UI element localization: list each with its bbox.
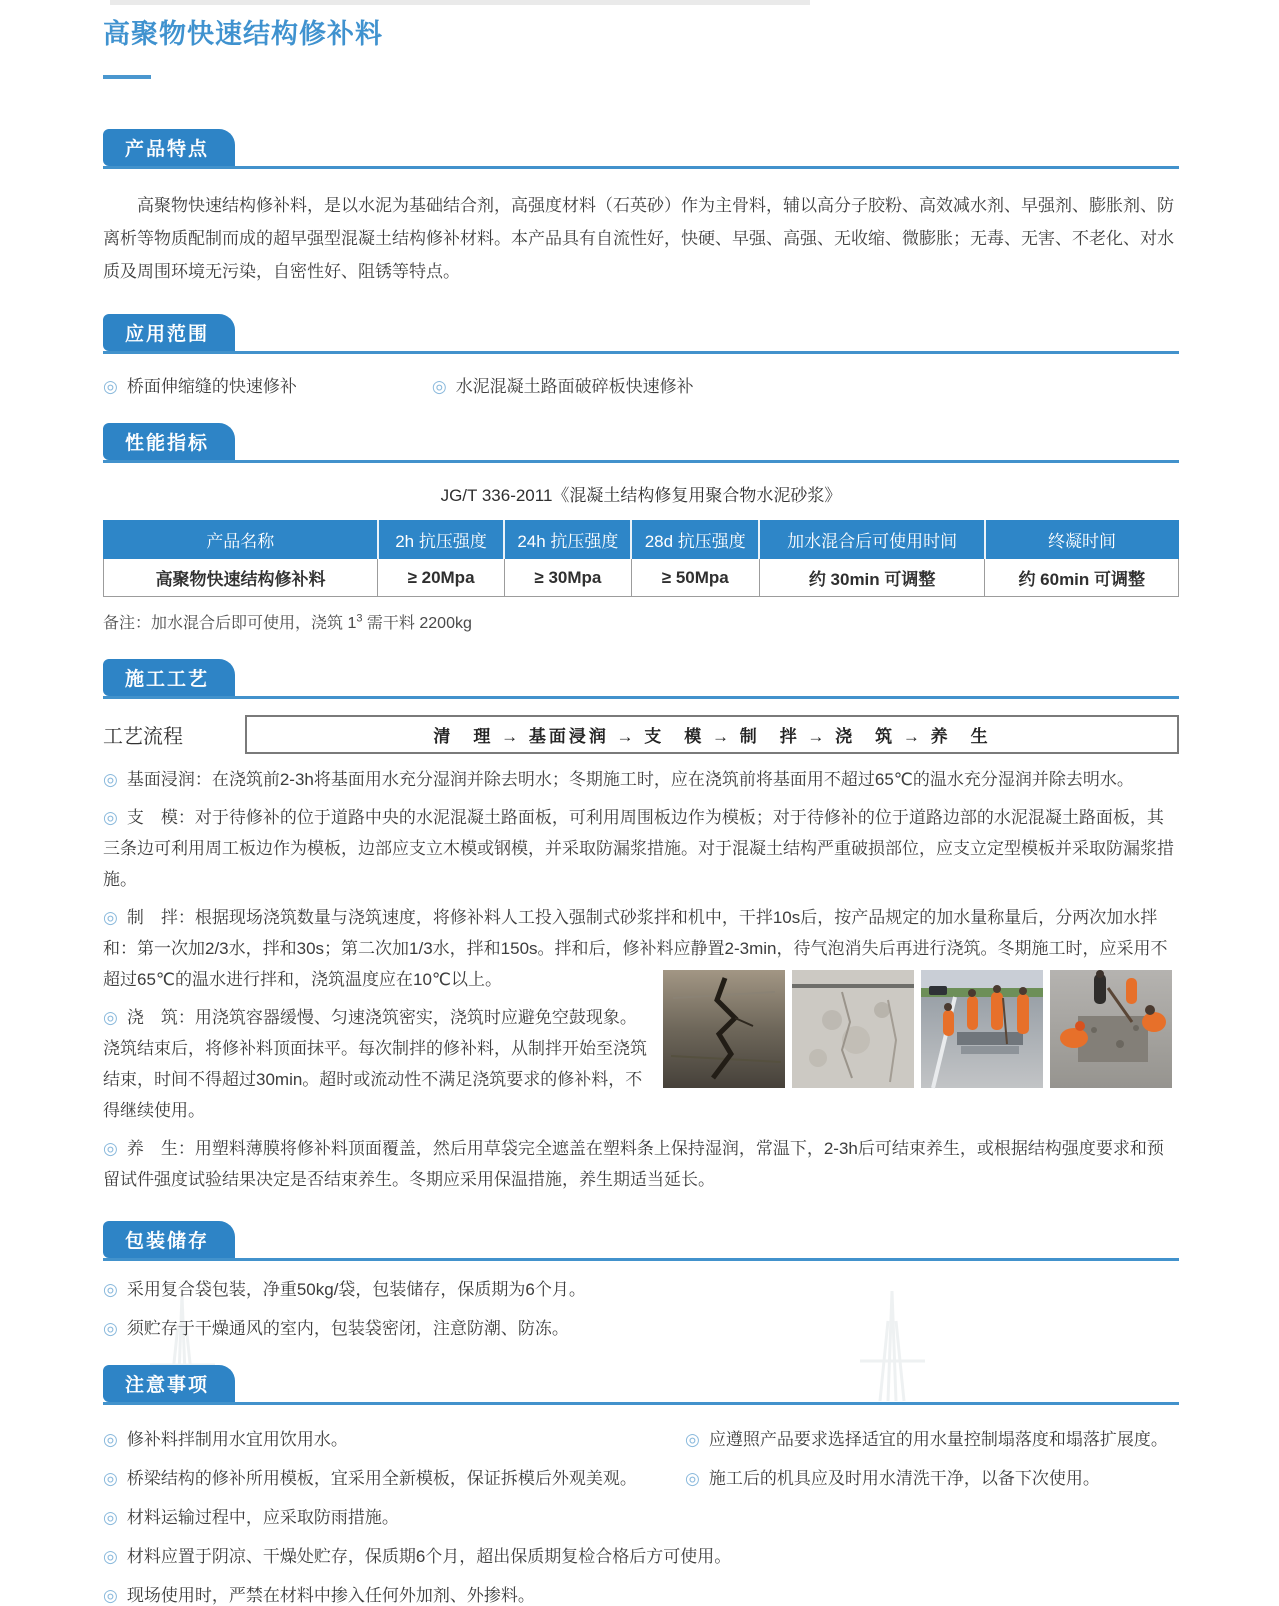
step-label: 支 模： — [126, 808, 195, 827]
bullet-icon: ◎ — [103, 770, 118, 789]
section-badge-application: 应用范围 — [103, 314, 235, 351]
list-item — [103, 1503, 1179, 1528]
construction-photos — [663, 970, 1179, 1088]
step-curing — [103, 1133, 1179, 1195]
section-badge-notes: 注意事项 — [103, 1365, 235, 1402]
performance-table — [103, 520, 1179, 597]
packaging-item-label: 采用复合袋包装，净重50kg/袋，包装储存，保质期为6个月。 — [126, 1280, 586, 1299]
note-item-label: 应遵照产品要求选择适宜的用水量控制塌落度和塌落扩展度。 — [708, 1430, 1168, 1449]
cell-usable-time: 约 30min 可调整 — [759, 559, 985, 597]
step-label: 养 生： — [126, 1139, 195, 1158]
list-item — [685, 1425, 1179, 1450]
step-text: 对于待修补的位于道路中央的水泥混凝土路面板，可利用周围板边作为模板；对于待修补的位于道路边部的水泥混凝土路面板，其三条边可利用周工板边作为模板，边部应支立木模或钢模，并采取防漏浆措施。对于混凝土结构严重破损部位，应支立定型模板并采取防漏浆措施。 — [103, 808, 1174, 889]
note-item-label: 现场使用时，严禁在材料中掺入任何外加剂、外掺料。 — [126, 1586, 535, 1605]
step-text: 用浇筑容器缓慢、匀速浇筑密实，浇筑时应避免空鼓现象。浇筑结束后，将修补料顶面抹平。每次制拌的修补料，从制拌开始至浇筑结束，时间不得超过30min。超时或流动性不满足浇筑要求的修补料，不得继续使用。 — [103, 1008, 647, 1120]
col-header-24h-strength: 24h 抗压强度 — [504, 521, 631, 559]
cell-2h-strength: ≥ 20Mpa — [378, 559, 505, 597]
step-text: 超过65℃的温水进行拌和，浇筑温度应在10℃以上。 — [103, 970, 503, 989]
standard-caption: JG/T 336-2011《混凝土结构修复用聚合物水泥砂浆》 — [440, 486, 842, 505]
list-item — [103, 1314, 1179, 1339]
step-text: 根据现场浇筑数量与浇筑速度，将修补料人工投入强制式砂浆拌和机中，干拌10s后，按产品规定的加水量称量后，分两次加水拌和：第一次加2/3水，拌和30s；第二次加1/3水，拌和150s。拌和后，修补料应静置2-3min，待气泡消失后再进行浇筑。冬期施工时，应采用不 — [103, 908, 1168, 958]
note-superscript: 3 — [356, 612, 363, 625]
process-flow-row — [103, 715, 1179, 754]
bullet-icon: ◎ — [103, 1586, 118, 1605]
application-item-label: 水泥混凝土路面破碎板快速修补 — [455, 377, 694, 396]
section-head-packaging — [103, 1221, 1179, 1261]
col-header-28d-strength: 28d 抗压强度 — [631, 521, 759, 559]
bullet-icon: ◎ — [103, 1280, 118, 1299]
list-item — [103, 1425, 685, 1450]
section-badge-features: 产品特点 — [103, 129, 235, 166]
list-item — [432, 372, 694, 397]
photo-cracked-pavement-dark — [663, 970, 785, 1088]
note-item-label: 修补料拌制用水宜用饮用水。 — [126, 1430, 348, 1449]
bullet-icon: ◎ — [685, 1430, 700, 1449]
bullet-icon: ◎ — [103, 1508, 118, 1527]
col-header-product-name: 产品名称 — [104, 521, 378, 559]
section-head-performance — [103, 423, 1179, 463]
note-item-label: 施工后的机具应及时用水清洗干净，以备下次使用。 — [708, 1469, 1100, 1488]
flow-label: 工艺流程 — [103, 726, 183, 748]
step-label: 浇 筑： — [126, 1008, 195, 1027]
features-paragraph: 高聚物快速结构修补料，是以水泥为基础结合剂，高强度材料（石英砂）作为主骨料，辅以高分子胶粉、高效减水剂、早强剂、膨胀剂、防离析等物质配制而成的超早强型混凝土结构修补材料。本产品具有自流性好，快硬、早强、高强、无收缩、微膨胀；无毒、无害、不老化、对水质及周围环境无污染，自密性好、阻锈等特点。 — [103, 196, 1174, 281]
table-row — [104, 559, 1179, 597]
page-title: 高聚物快速结构修补料 — [103, 19, 383, 49]
photo-workers-finishing-patch — [1050, 970, 1172, 1088]
bullet-icon: ◎ — [103, 1008, 118, 1027]
list-item — [103, 1275, 1179, 1300]
table-header-row — [104, 521, 1179, 559]
cell-24h-strength: ≥ 30Mpa — [504, 559, 631, 597]
note-item-label: 桥梁结构的修补所用模板，宜采用全新模板，保证拆模后外观美观。 — [126, 1469, 637, 1488]
note-item-label: 材料应置于阴凉、干燥处贮存，保质期6个月，超出保质期复检合格后方可使用。 — [126, 1547, 732, 1566]
list-item — [103, 372, 297, 397]
section-head-process — [103, 659, 1179, 699]
list-item — [103, 1542, 1179, 1567]
note-item-label: 材料运输过程中，应采取防雨措施。 — [126, 1508, 399, 1527]
application-list — [103, 372, 1179, 397]
bullet-icon: ◎ — [103, 1547, 118, 1566]
step-text: 在浇筑前2-3h将基面用水充分湿润并除去明水；冬期施工时，应在浇筑前将基面用不超过65℃的温水充分湿润并除去明水。 — [211, 770, 1134, 789]
col-header-usable-time: 加水混合后可使用时间 — [759, 521, 985, 559]
step-surface-wetting — [103, 764, 1179, 795]
section-head-notes — [103, 1365, 1179, 1405]
application-item-label: 桥面伸缩缝的快速修补 — [126, 377, 297, 396]
bullet-icon: ◎ — [103, 1430, 118, 1449]
bullet-icon: ◎ — [103, 1139, 118, 1158]
step-mixing — [103, 902, 1179, 995]
step-label: 基面浸润： — [126, 770, 212, 789]
section-badge-performance: 性能指标 — [103, 423, 235, 460]
list-item — [685, 1464, 1179, 1489]
bullet-icon: ◎ — [103, 908, 118, 927]
bullet-icon: ◎ — [103, 1469, 118, 1488]
note-text: 需干料 2200kg — [362, 615, 472, 632]
step-label: 制 拌： — [126, 908, 195, 927]
cell-28d-strength: ≥ 50Mpa — [631, 559, 759, 597]
packaging-item-label: 须贮存于干燥通风的室内，包装袋密闭，注意防潮、防冻。 — [126, 1319, 569, 1338]
list-item — [103, 1581, 1179, 1606]
bullet-icon: ◎ — [685, 1469, 700, 1488]
flow-chart: 清 理 → 基面浸润 → 支 模 → 制 拌 → 浇 筑 → 养 生 — [245, 715, 1179, 754]
step-text: 用塑料薄膜将修补料顶面覆盖，然后用草袋完全遮盖在塑料条上保持湿润，常温下，2-3h后可结束养生，或根据结构强度要求和预留试件强度试验结果决定是否结束养生。冬期应采用保温措施，养生期适当延长。 — [103, 1139, 1164, 1189]
bullet-icon: ◎ — [103, 808, 118, 827]
note-text: 备注：加水混合后即可使用，浇筑 1 — [103, 615, 357, 632]
bullet-icon: ◎ — [103, 1319, 118, 1338]
process-steps — [103, 764, 1179, 1195]
title-underline — [103, 75, 151, 79]
section-badge-process: 施工工艺 — [103, 659, 235, 696]
photo-workers-repairing-road — [921, 970, 1043, 1088]
list-item — [103, 1464, 685, 1489]
section-head-application — [103, 314, 1179, 354]
step-formwork — [103, 802, 1179, 895]
notes-two-column-list — [103, 1411, 1179, 1489]
section-badge-packaging: 包装储存 — [103, 1221, 235, 1258]
table-note — [103, 610, 1179, 633]
section-head-features — [103, 129, 1179, 169]
cell-product-name: 高聚物快速结构修补料 — [104, 559, 378, 597]
bullet-icon: ◎ — [103, 377, 118, 396]
col-header-final-set: 终凝时间 — [985, 521, 1179, 559]
col-header-2h-strength: 2h 抗压强度 — [378, 521, 505, 559]
bullet-icon: ◎ — [431, 377, 447, 396]
photo-cracked-pavement-light — [792, 970, 914, 1088]
cell-final-set: 约 60min 可调整 — [985, 559, 1179, 597]
